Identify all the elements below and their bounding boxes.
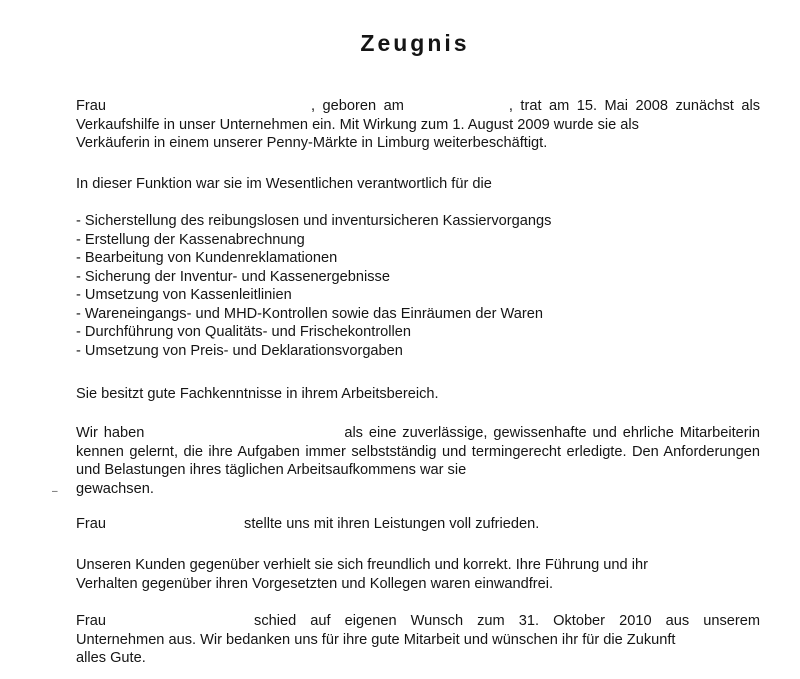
assessment-paragraph xyxy=(76,424,760,498)
duty-item: - Umsetzung von Kassenleitlinien xyxy=(76,287,292,303)
duty-item: - Bearbeitung von Kundenreklamationen xyxy=(76,250,338,266)
scan-speck: – xyxy=(52,486,58,497)
duty-item: - Umsetzung von Preis- und Deklarationsvorgaben xyxy=(76,342,403,359)
leaving-line-2: Unternehmen aus. Wir bedanken uns für ihre gute Mitarbeit und wünschen ihr für die Zukunft xyxy=(76,631,676,648)
leaving-frau: Frau xyxy=(76,613,107,629)
duty-item: - Sicherstellung des reibungslosen und inventursicheren Kassiervorgangs xyxy=(76,213,552,229)
satisfaction-frau: Frau xyxy=(76,516,107,532)
satisfaction-paragraph xyxy=(76,515,760,534)
duty-item: - Sicherung der Inventur- und Kassenergebnisse xyxy=(76,268,390,285)
intro-start: , trat am 15. Mai 2008 zunächst xyxy=(508,98,734,114)
assessment-line-3: erledigte. Den Anforderungen und Belastungen ihres täglichen Arbeitsaufkommens war sie xyxy=(76,443,760,478)
satisfaction-rest: stellte uns mit ihren Leistungen voll zufrieden. xyxy=(244,516,540,532)
intro-frau: Frau xyxy=(76,98,107,114)
assessment-line-4: gewachsen. xyxy=(76,480,154,497)
document-title: Zeugnis xyxy=(360,30,470,56)
knowledge-paragraph: Sie besitzt gute Fachkenntnisse in ihrem Arbeitsbereich. xyxy=(76,386,439,402)
intro-paragraph xyxy=(76,97,760,153)
behaviour-line-1: Unseren Kunden gegenüber verhielt sie sich freundlich und korrekt. Ihre Führung und ihr xyxy=(76,557,648,573)
duty-item: - Erstellung der Kassenabrechnung xyxy=(76,231,305,248)
intro-line-3: Verkäuferin in einem unserer Penny-Märkte in Limburg weiterbeschäftigt. xyxy=(76,135,548,151)
behaviour-line-2: Verhalten gegenüber ihren Vorgesetzten und Kollegen waren einwandfrei. xyxy=(76,575,554,592)
leaving-line-3: alles Gute. xyxy=(76,650,146,666)
duty-item: - Durchführung von Qualitäts- und Frischekontrollen xyxy=(76,324,412,340)
leaving-paragraph xyxy=(76,612,760,668)
function-intro: In dieser Funktion war sie im Wesentlichen verantwortlich für die xyxy=(76,176,492,192)
duties-list xyxy=(76,212,551,360)
behaviour-paragraph xyxy=(76,556,760,593)
duty-item: - Wareneingangs- und MHD-Kontrollen sowie das Einräumen der Waren xyxy=(76,305,543,322)
intro-line-2: als Verkaufshilfe in unser Unternehmen ein. Mit Wirkung zum 1. August 2009 wurde sie als xyxy=(76,98,760,133)
intro-born: , geboren am xyxy=(311,98,404,114)
assessment-start: Wir haben xyxy=(76,425,145,441)
leaving-line-1: schied auf eigenen Wunsch zum 31. Oktober 2010 aus unserem xyxy=(254,613,760,629)
assessment-line-2: Mitarbeiterin kennen gelernt, die ihre Aufgaben immer selbstständig und termingerecht xyxy=(76,425,760,460)
assessment-line-1: als eine zuverlässige, gewissenhafte und ehrliche xyxy=(344,425,674,441)
